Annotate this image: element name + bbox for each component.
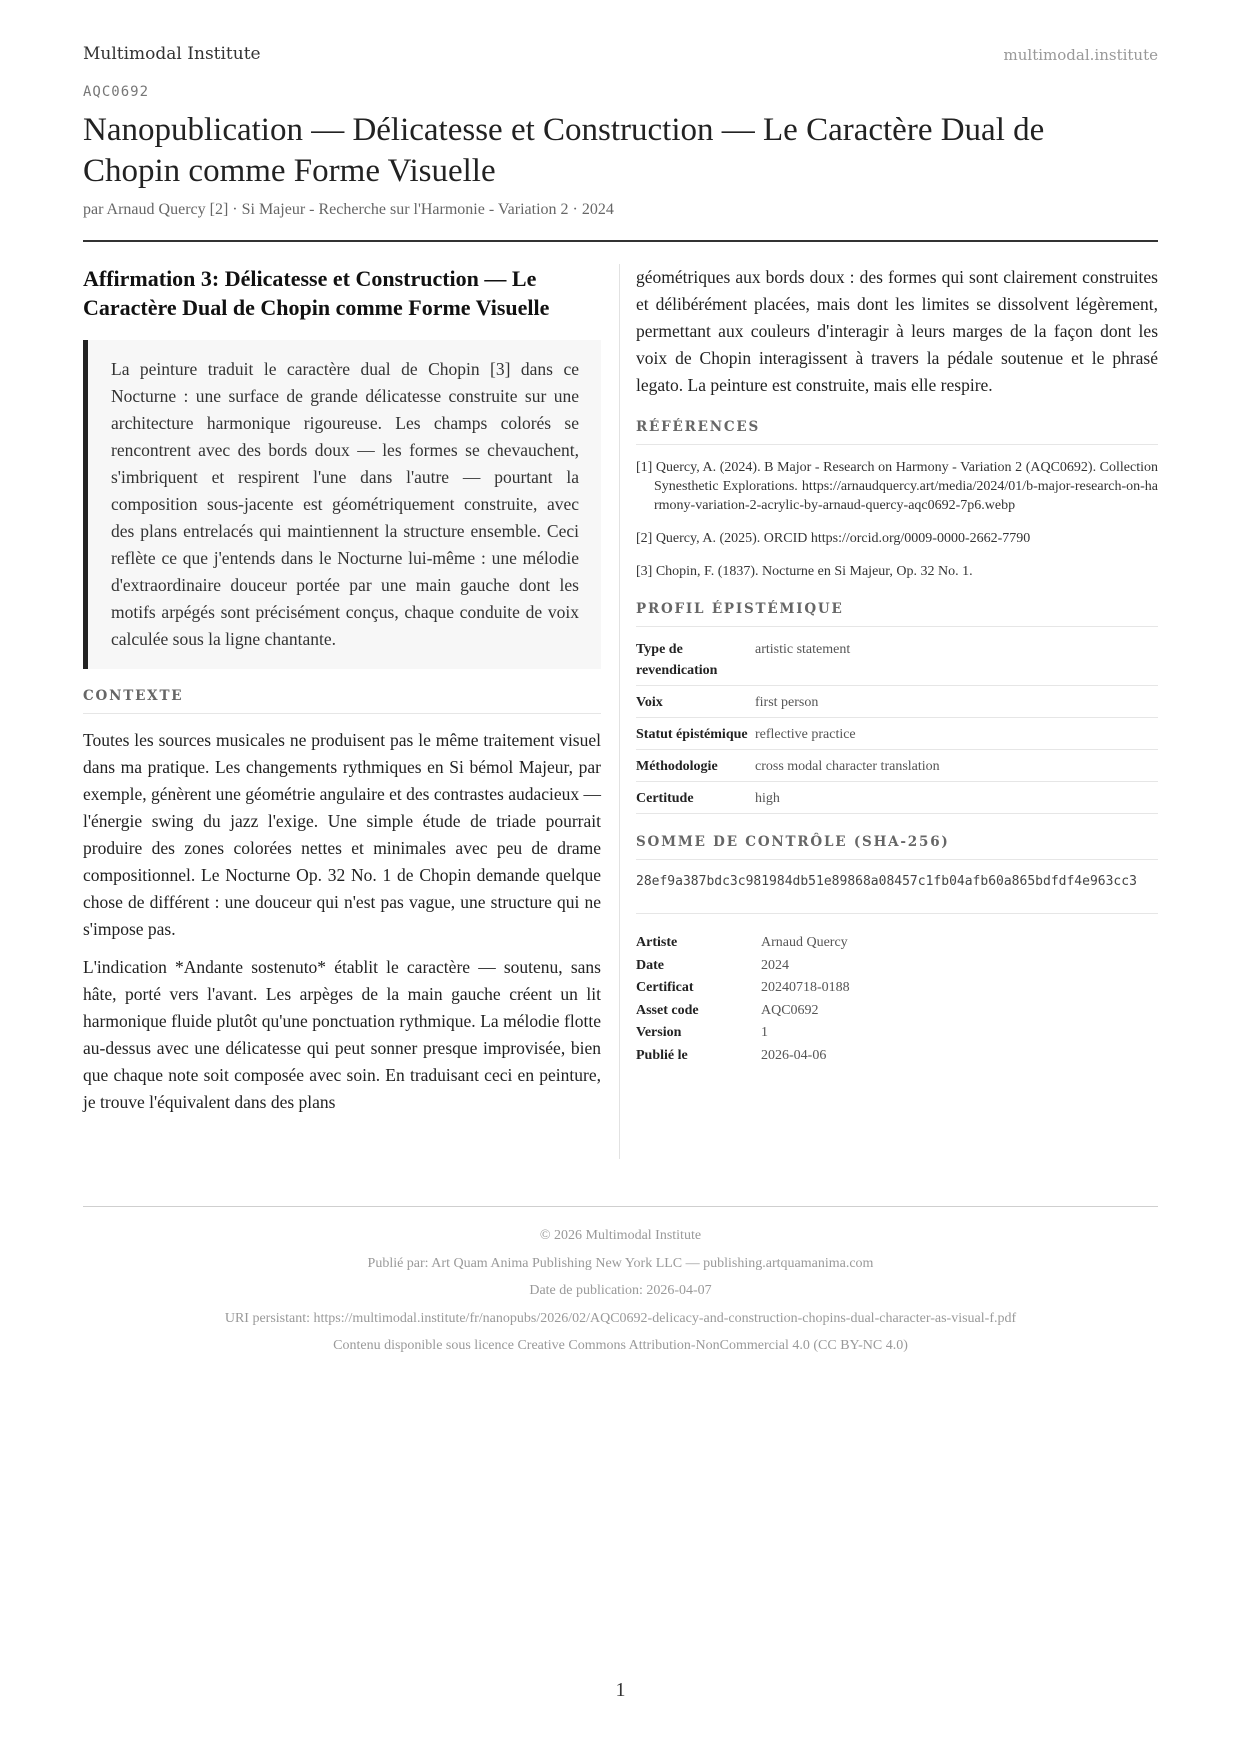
metadata-key: Version (636, 1025, 682, 1041)
metadata-row (636, 977, 1158, 1000)
claim-quote (83, 340, 601, 669)
metadata-row (636, 932, 1158, 955)
table-row (636, 686, 1158, 718)
references-list (636, 458, 1158, 581)
metadata-value: 2024 (761, 957, 789, 973)
metadata-value: 2026-04-06 (761, 1047, 827, 1063)
page-title: Nanopublication — Délicatesse et Construction — Le Caractère Dual de Chopin comme Forme Visuelle (83, 112, 1045, 189)
metadata-key: Certificat (636, 980, 694, 996)
table-row (636, 750, 1158, 782)
metadata-value: Arnaud Quercy (761, 935, 848, 950)
left-column (83, 264, 601, 1116)
metadata-key: Publié le (636, 1047, 688, 1063)
asset-code: AQC0692 (83, 84, 150, 100)
byline: par Arnaud Quercy [2] · Si Majeur - Recherche sur l'Harmonie - Variation 2 · 2024 (83, 201, 614, 218)
claim-title: Affirmation 3: Délicatesse et Construction — Le Caractère Dual de Chopin comme Forme Visuelle (83, 266, 550, 320)
metadata-row (636, 1022, 1158, 1045)
metadata-row (636, 1045, 1158, 1068)
table-row (636, 782, 1158, 814)
header-divider (83, 240, 1158, 242)
metadata-value: 1 (761, 1025, 768, 1041)
site-header (83, 42, 1158, 66)
column-divider (619, 264, 620, 1159)
epistemic-key: Certitude (636, 782, 755, 814)
table-row (636, 718, 1158, 750)
metadata-key: Artiste (636, 935, 678, 950)
metadata-key: Asset code (636, 1002, 699, 1018)
footer-pubdate: Date de publication: 2026-04-07 (529, 1283, 712, 1298)
context-paragraph-2: L'indication *Andante sostenuto* établit le caractère — soutenu, sans hâte, porté vers l'avant. Les arpèges de la main gauche créent un lit harmonique fluide plutôt qu'une ponctuation rythmique. La mélodie flotte au-dessus avec une délicatesse qui peut sonner presque improvisée, bien que chaque note soit composée avec soin. En traduisant ceci en peinture, je trouve l'équivalent dans des plans (83, 957, 601, 1112)
institute-name: Multimodal Institute (83, 44, 261, 64)
epistemic-value: cross modal character translation (755, 750, 1158, 782)
page-number: 1 (615, 1679, 626, 1701)
metadata-row (636, 955, 1158, 978)
epistemic-value: first person (755, 686, 1158, 718)
epistemic-value: artistic statement (755, 633, 1158, 686)
context-paragraph-1: Toutes les sources musicales ne produisent pas le même traitement visuel dans ma pratique. Les changements rythmiques en Si bémol Majeur, par exemple, génèrent une géométrie angulaire et des contrastes audacieux — l'énergie swing du jazz l'exige. Une simple étude de triade pourrait produire des zones colorées nettes et minimales avec peu de drame compositionnel. Le Nocturne Op. 32 No. 1 de Chopin demande quelque chose de différent : une douceur qui n'est pas vague, une structure qui ne s'impose pas. (83, 730, 601, 939)
institute-domain: multimodal.institute (1003, 46, 1158, 64)
table-row (636, 633, 1158, 686)
epistemic-key: Méthodologie (636, 750, 755, 782)
page-footer (83, 1222, 1158, 1360)
checksum-value: 28ef9a387bdc3c981984db51e89868a08457c1fb04afb60a865bdfdf4e963cc3 (636, 872, 1158, 914)
footer-license: Contenu disponible sous licence Creative Commons Attribution-NonCommercial 4.0 (CC BY-NC 4.0) (333, 1338, 908, 1353)
epistemic-table (636, 633, 1158, 814)
metadata-value: 20240718-0188 (761, 980, 850, 996)
reference-item: [2] Quercy, A. (2025). ORCID https://orcid.org/0009-0000-2662-7790 (636, 531, 1031, 546)
epistemic-key: Statut épistémique (636, 718, 755, 750)
metadata-list (636, 932, 1158, 1068)
metadata-value: AQC0692 (761, 1002, 819, 1018)
right-column (636, 264, 1158, 1068)
epistemic-key: Voix (636, 686, 755, 718)
footer-uri: URI persistant: https://multimodal.institute/fr/nanopubs/2026/02/AQC0692-delicacy-and-construction-chopins-dual-character-as-visual-f.pdf (224, 1310, 1017, 1326)
metadata-row (636, 1000, 1158, 1023)
epistemic-value: reflective practice (755, 718, 1158, 750)
context-continuation: géométriques aux bords doux : des formes qui sont clairement construites et délibérément placées, mais dont les limites se dissolvent légèrement, permettant aux couleurs d'interagir à leurs marges de la façon dont les voix de Chopin interagissent à travers la pédale soutenue et le phrasé legato. La peinture est construite, mais elle respire. (636, 267, 1158, 395)
context-heading: CONTEXTE (83, 688, 601, 714)
footer-divider (83, 1206, 1158, 1207)
reference-item: [1] Quercy, A. (2024). B Major - Research on Harmony - Variation 2 (AQC0692). Collection Synesthetic Explorations. https://arnaudquercy.art/media/2024/01/b-major-research-on-harmony-variation-2-acrylic-by-arnaud-quercy-aqc0692-7p6.webp (636, 460, 1158, 513)
footer-publisher: Publié par: Art Quam Anima Publishing New York LLC — publishing.artquamanima.com (367, 1255, 874, 1271)
claim-quote-text: La peinture traduit le caractère dual de Chopin [3] dans ce Nocturne : une surface de grande délicatesse construite sur une architecture harmonique rigoureuse. Les champs colorés se rencontrent avec des bords doux — les formes se chevauchent, s'imbriquent et respirent l'une dans l'autre — pourtant la composition sous-jacente est géométriquement construite, avec des plans entrelacés qui maintiennent la structure ensemble. Ceci reflète ce que j'entends dans le Nocturne lui-même : une mélodie d'extraordinaire douceur portée par une main gauche dont les motifs arpégés sont précisément conçus, chaque conduite de voix calculée sous la ligne chantante. (111, 359, 579, 649)
footer-copyright: © 2026 Multimodal Institute (539, 1228, 702, 1243)
reference-item: [3] Chopin, F. (1837). Nocturne en Si Majeur, Op. 32 No. 1. (636, 564, 973, 579)
references-heading: RÉFÉRENCES (636, 419, 1158, 445)
epistemic-heading: PROFIL ÉPISTÉMIQUE (636, 601, 1158, 627)
epistemic-value: high (755, 782, 1158, 814)
epistemic-key: Type de revendication (636, 633, 755, 686)
checksum-heading: SOMME DE CONTRÔLE (SHA-256) (636, 834, 1158, 860)
metadata-key: Date (636, 957, 664, 973)
